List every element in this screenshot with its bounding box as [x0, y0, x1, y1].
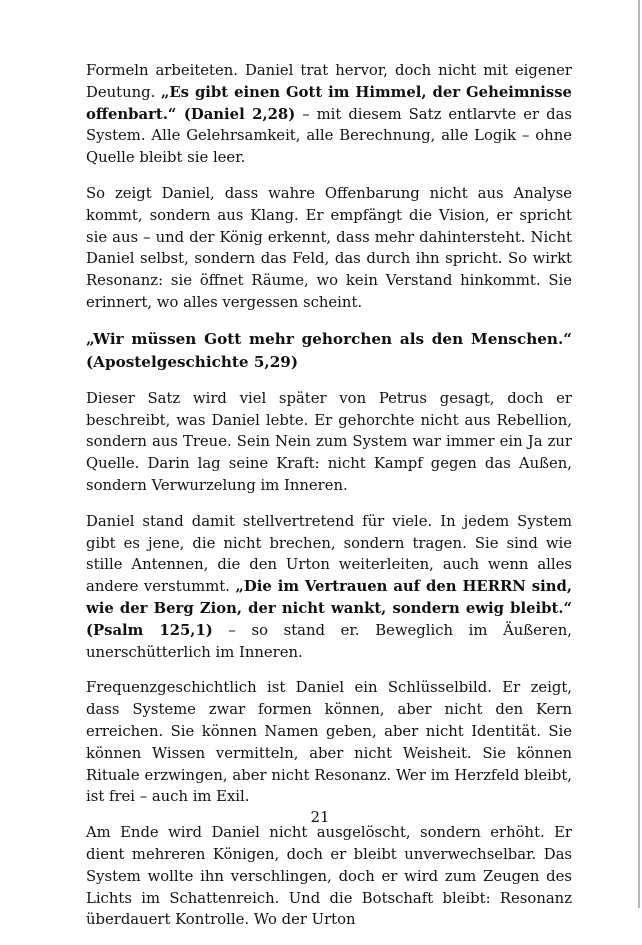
paragraph-5: Frequenzgeschichtlich ist Daniel ein Schlüsselbild. Er zeigt, dass Systeme zwar formen können, aber nicht den Kern erreichen. Sie können Namen geben, aber nicht Identität. Sie können Wissen vermitteln, aber nicht Weisheit. Sie können Rituale erzwingen, aber nicht Resonanz. Wer im Herzfeld bleibt, ist frei – auch im Exil. — [86, 679, 572, 806]
paragraph-3: Dieser Satz wird viel später von Petrus gesagt, doch er beschreibt, was Daniel lebte. Er gehorchte nicht aus Rebellion, sondern aus Treue. Sein Nein zum System war immer ein Ja zur Quelle. Darin lag seine Kraft: nicht Kampf gegen das Außen, sondern Verwurzelung im Inneren. — [86, 389, 572, 494]
page-number: 21 — [310, 808, 330, 826]
paragraph-1 — [86, 60, 572, 169]
scripture-quote-daniel-2-28: „Es gibt einen Gott im Himmel, der Geheimnisse offenbart.“ (Daniel 2,28) — [86, 83, 572, 123]
paragraph-4 — [86, 511, 572, 664]
paragraph-6: Am Ende wird Daniel nicht ausgelöscht, sondern erhöht. Er dient mehreren Königen, doch er bleibt unverwechselbar. Das System wollte ihn verschlingen, doch er wird zum Zeugen des Lichts im Schattenreich. Und die Botschaft bleibt: Resonanz überdauert Kontrolle. Wo der Urton — [86, 824, 572, 929]
paragraph-4-text-end: – so stand er. Beweglich im Äußeren, unerschütterlich im Inneren. — [86, 621, 572, 661]
paragraph-1-text-end: – mit diesem Satz entlarvte er das System. Alle Gelehrsamkeit, alle Berechnung, alle Logik – ohne Quelle bleibt sie leer. — [86, 105, 573, 167]
paragraph-2: So zeigt Daniel, dass wahre Offenbarung nicht aus Analyse kommt, sondern aus Klang. Er empfängt die Vision, er spricht sie aus – und der König erkennt, dass mehr dahintersteht. Nicht Daniel selbst, sondern das Feld, das durch ihn spricht. So wirkt Resonanz: sie öffnet Räume, wo kein Verstand hinkommt. Sie erinnert, wo alles vergessen scheint. — [86, 184, 572, 311]
section-heading-quote: „Wir müssen Gott mehr gehorchen als den Menschen.“ (Apostelgeschichte 5,29) — [86, 329, 572, 371]
paragraph-4-text-start: Daniel stand damit stellvertretend für viele. In jedem System gibt es jene, die nicht brechen, sondern tragen. Sie sind wie stille Antennen, die den Urton weiterleiten, auch wenn alles andere verstummt. — [86, 512, 572, 596]
scripture-quote-psalm-125-1: „Die im Vertrauen auf den HERRN sind, wie der Berg Zion, der nicht wankt, sondern ewig bleibt.“ (Psalm 125,1) — [86, 578, 572, 639]
paragraph-1-text-start: Formeln arbeiteten. Daniel trat hervor, doch nicht mit eigener Deutung. — [86, 62, 572, 101]
